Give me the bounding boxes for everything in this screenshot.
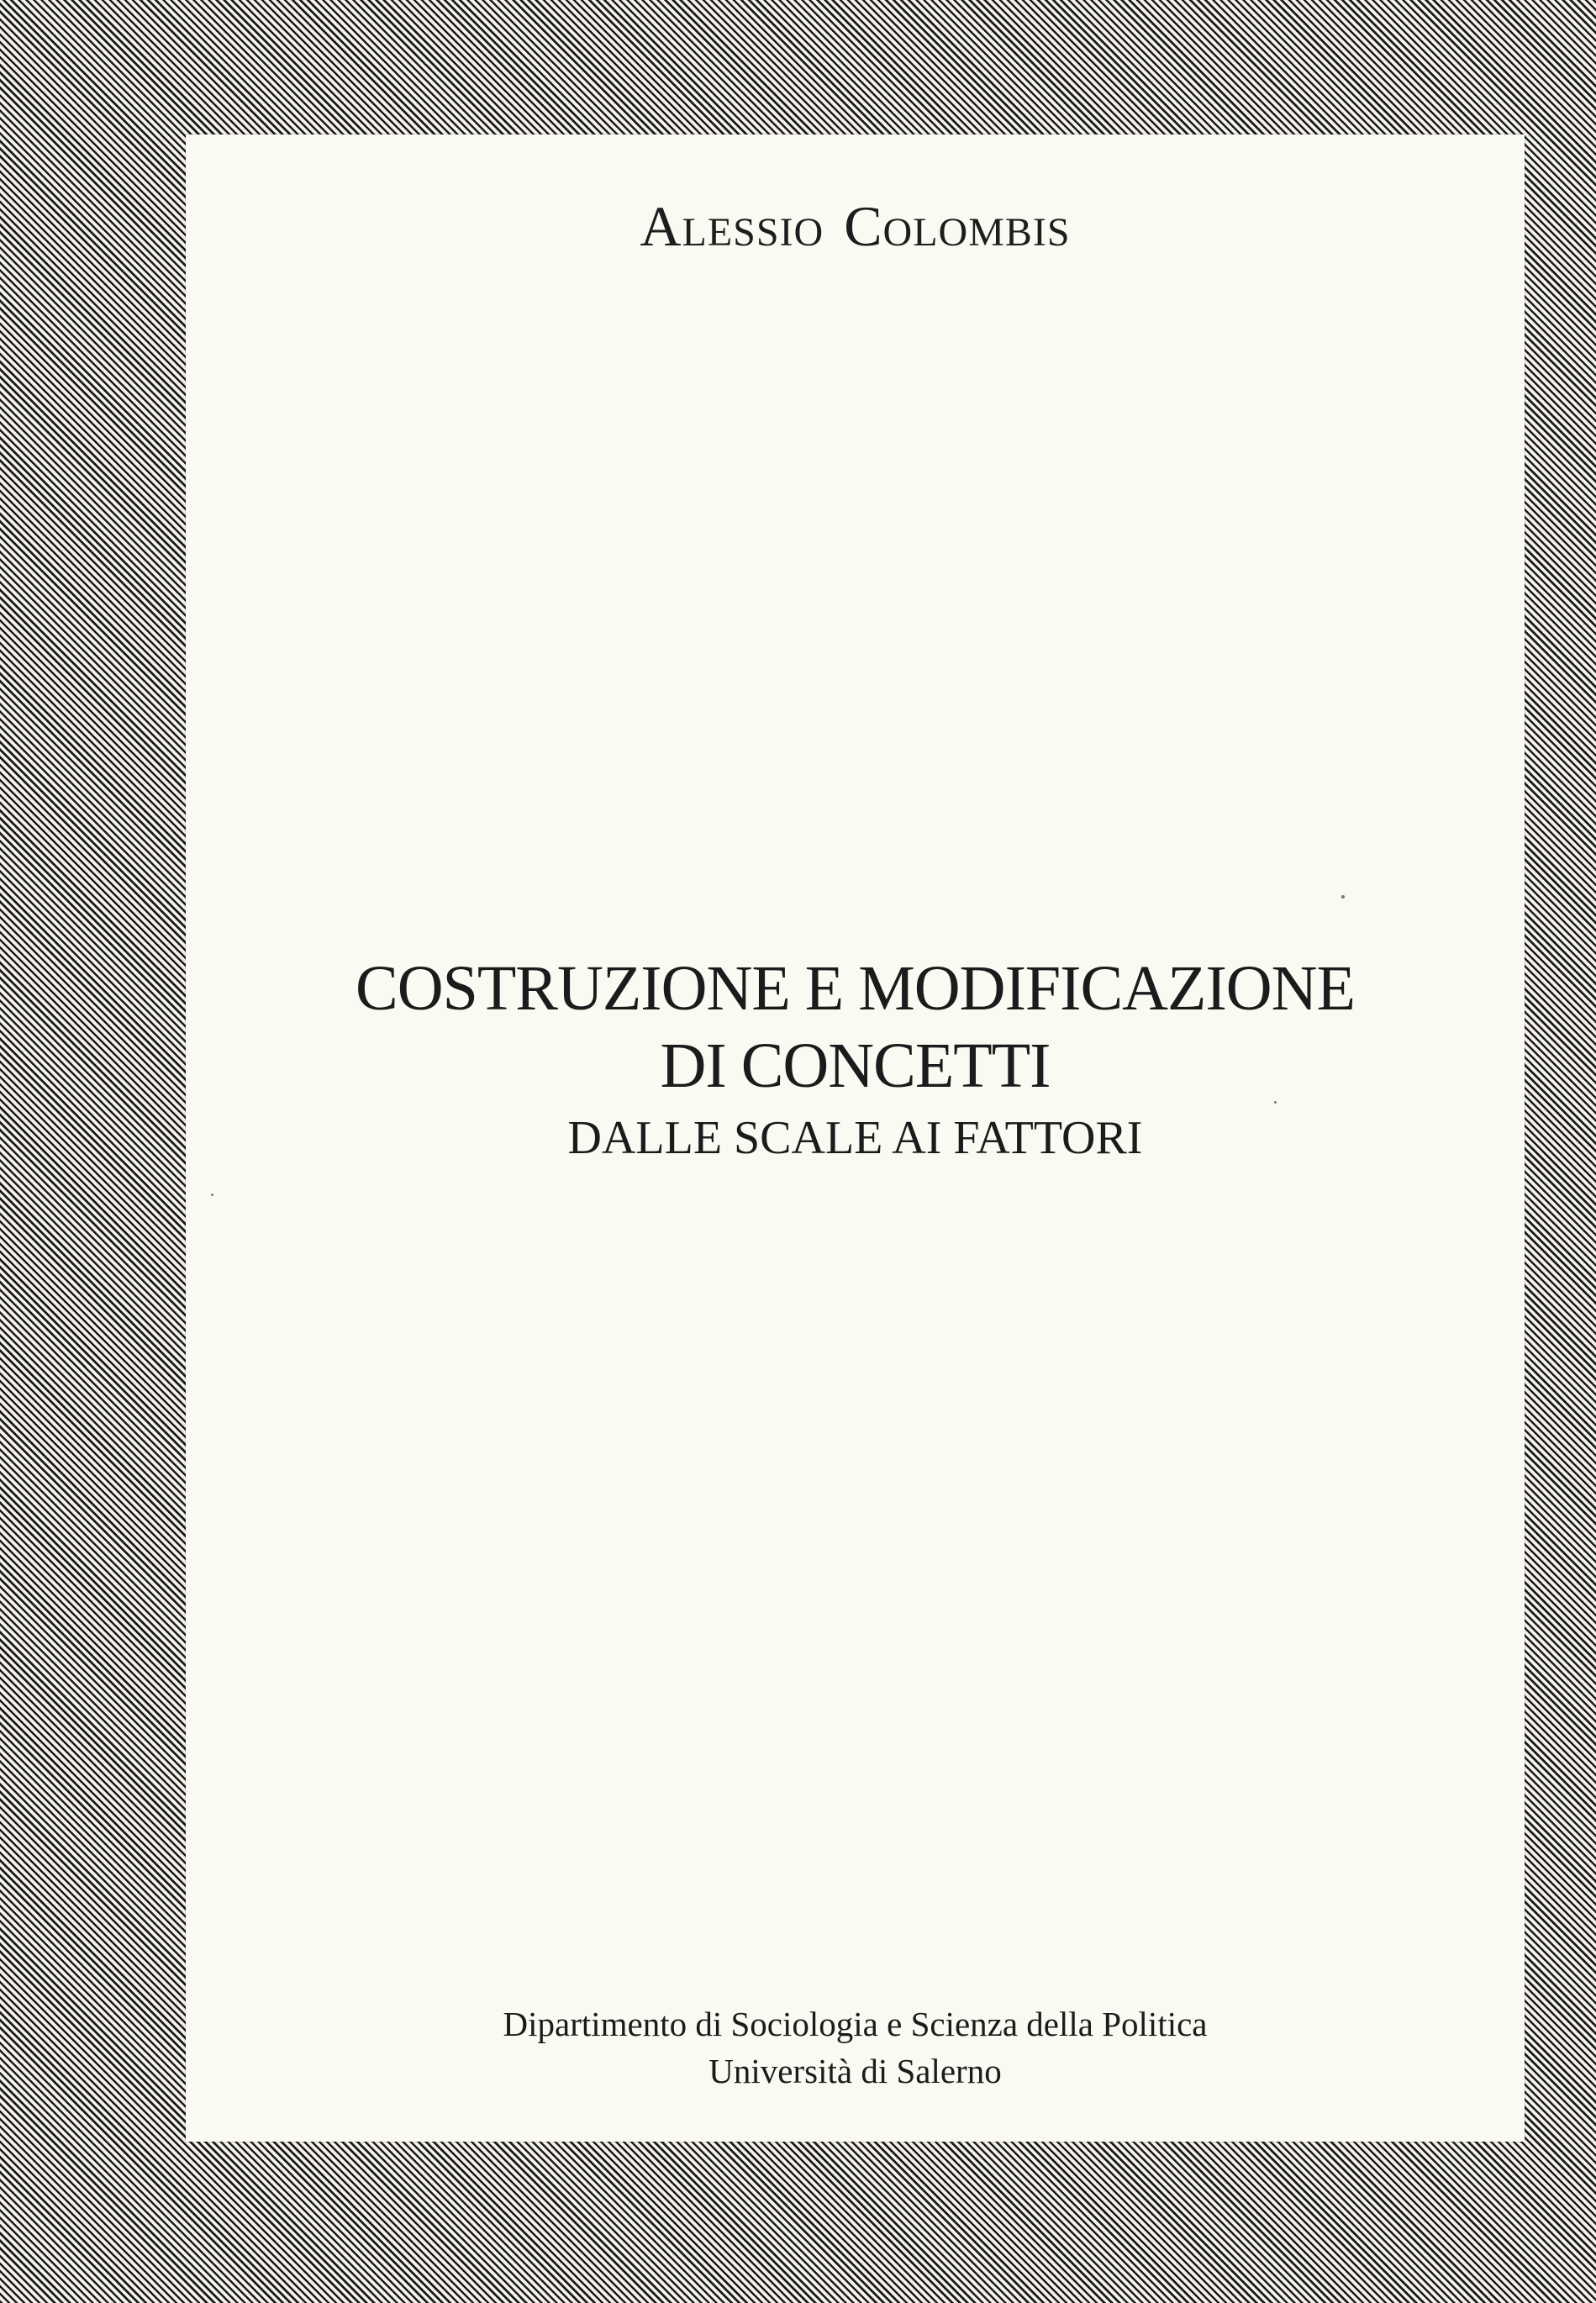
paper-speck: [211, 1194, 213, 1196]
publisher-department: Dipartimento di Sociologia e Scienza della Politica: [503, 2005, 1208, 2043]
paper-speck: [1341, 895, 1345, 899]
cover-panel: [186, 134, 1525, 2142]
title-block: [186, 950, 1525, 1168]
title-line-2: DI CONCETTI: [660, 1030, 1051, 1101]
author-last-name: Colombis: [844, 194, 1071, 258]
publisher-block: [186, 2000, 1525, 2095]
publisher-university: Università di Salerno: [708, 2052, 1002, 2090]
author-name: [186, 193, 1525, 260]
subtitle: DALLE SCALE AI FATTORI: [567, 1112, 1143, 1164]
title-line-1: COSTRUZIONE E MODIFICAZIONE: [356, 953, 1355, 1024]
author-first-name: Alessio: [640, 194, 824, 258]
paper-speck: [1274, 1101, 1277, 1104]
